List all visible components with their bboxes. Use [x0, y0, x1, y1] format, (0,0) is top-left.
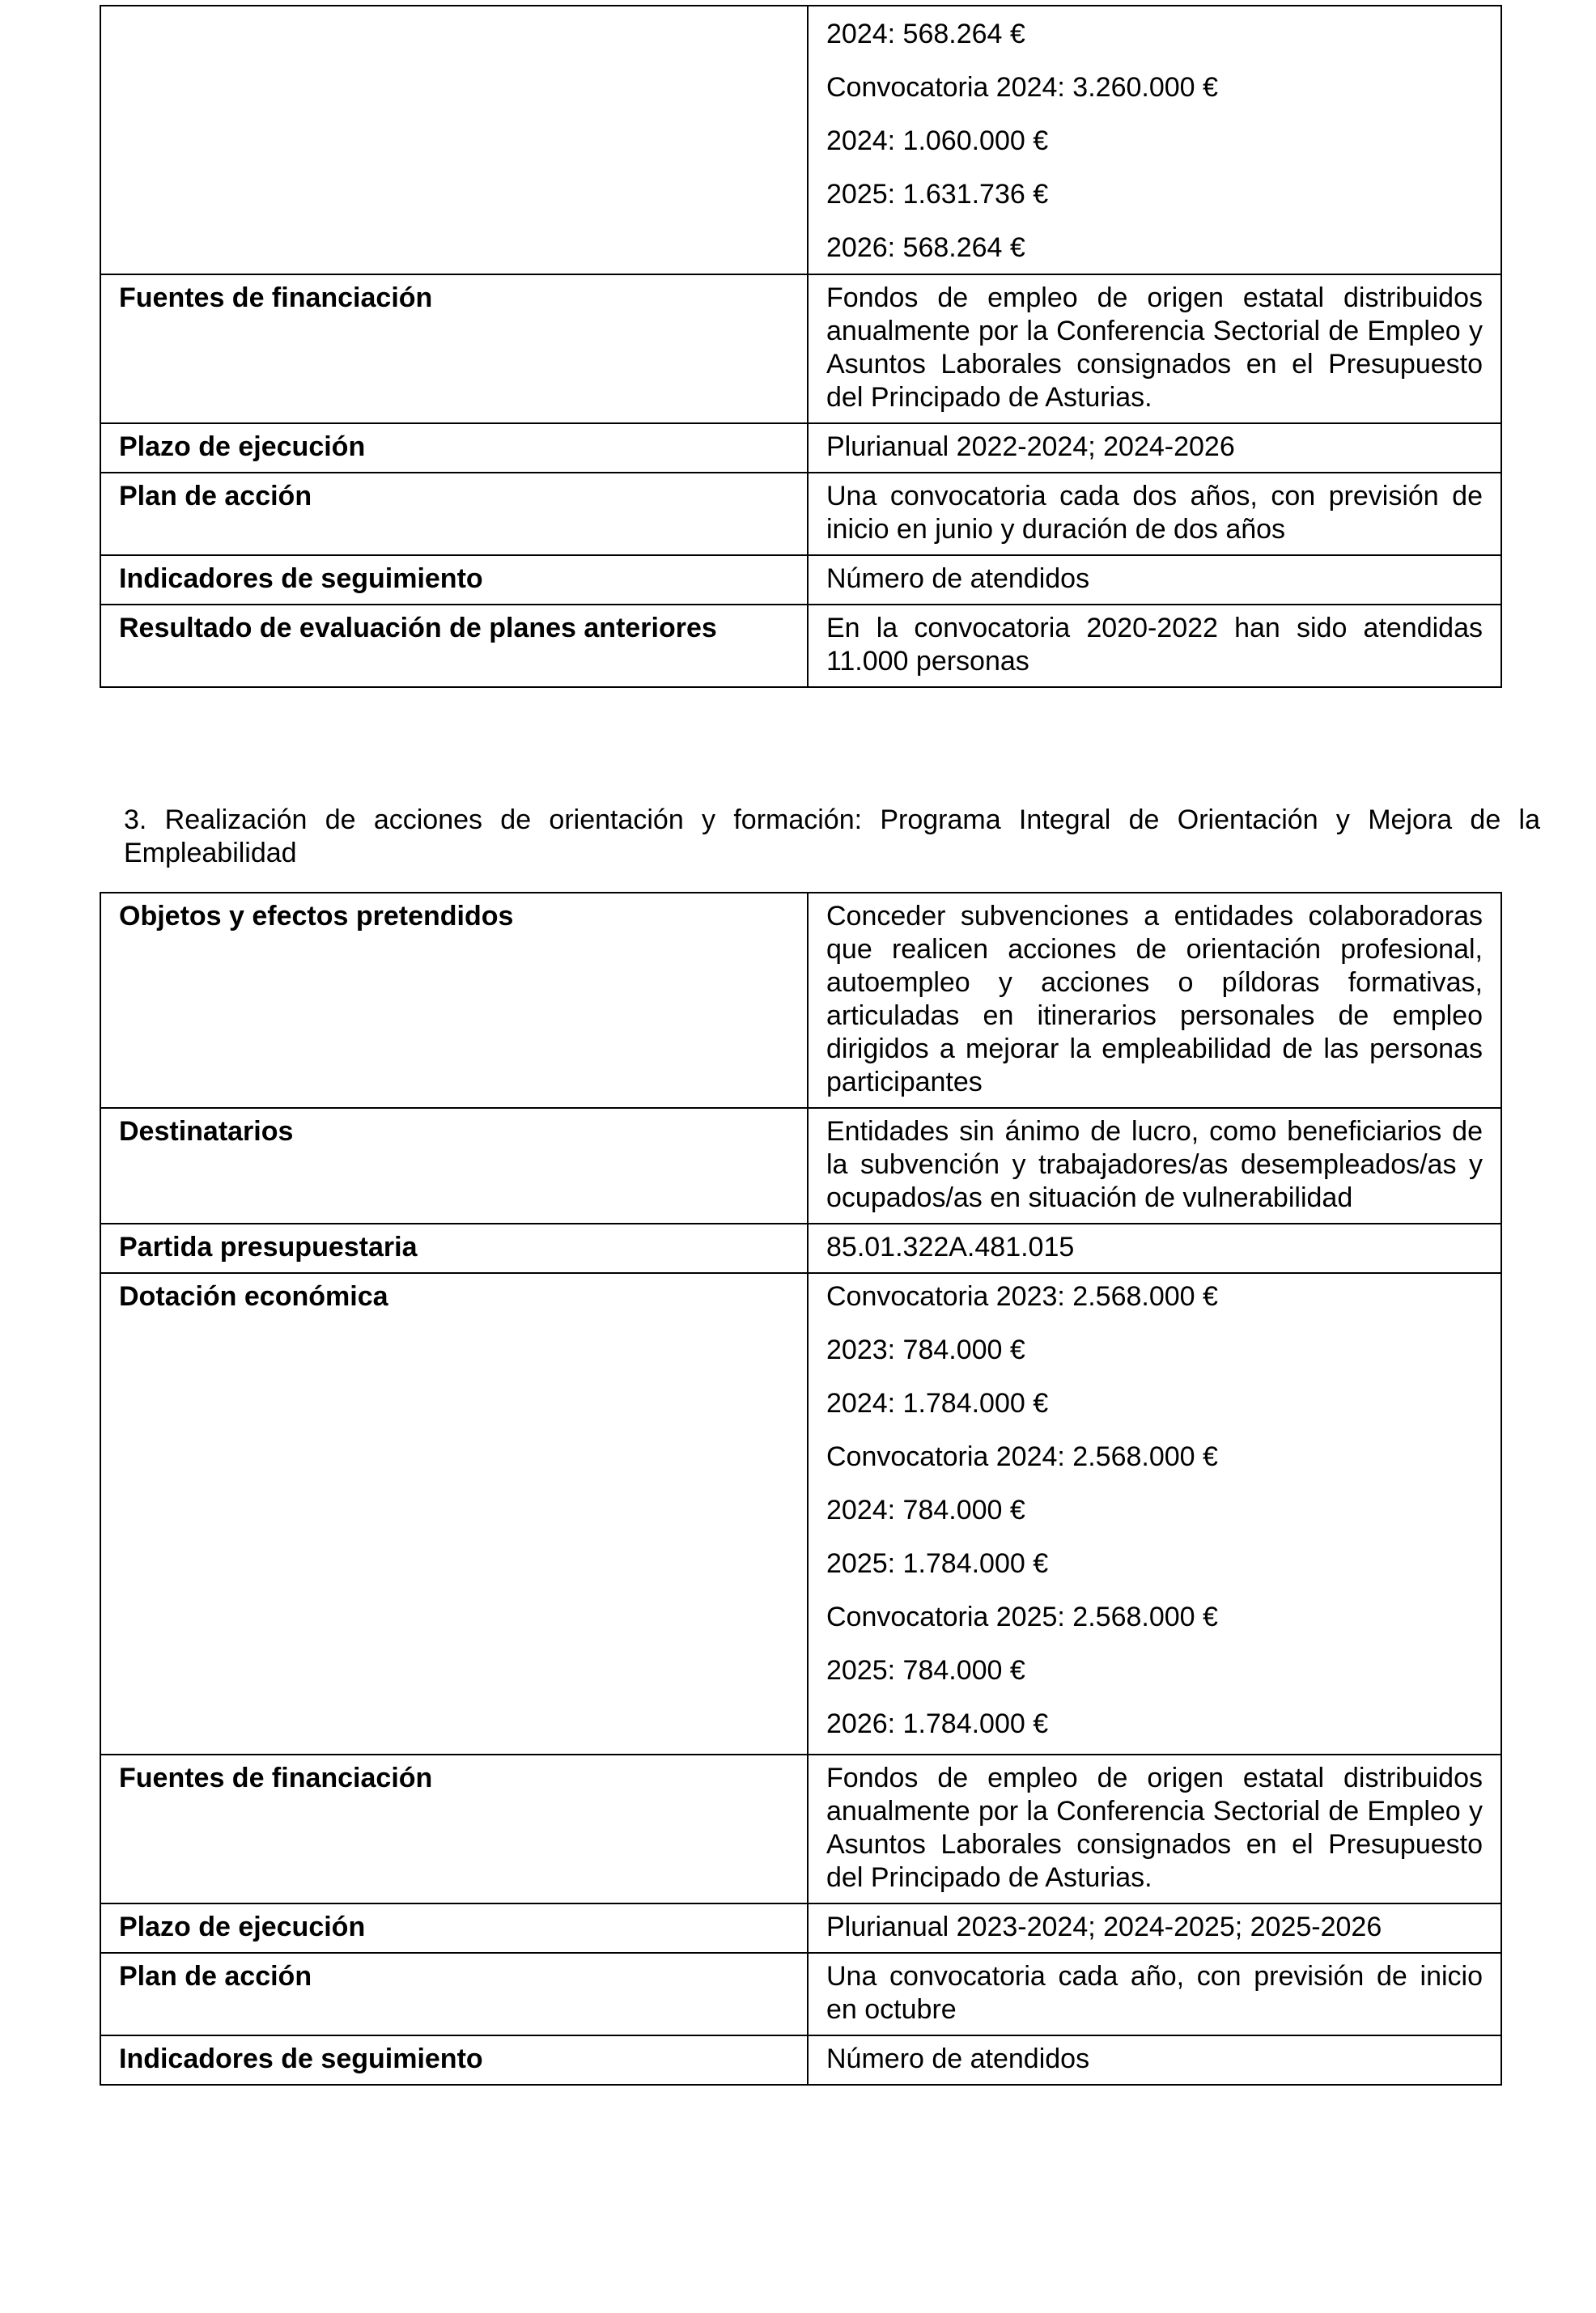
monitoring-indicators-value: Número de atendidos	[808, 555, 1501, 605]
budget-amounts-cell	[808, 6, 1501, 274]
funding-table-continued	[100, 5, 1502, 688]
budget-amount-line: 2025: 1.631.736 €	[826, 179, 1049, 210]
budget-amount-line: 2025: 1.784.000 €	[826, 1548, 1049, 1579]
funding-sources-value: Fondos de empleo de origen estatal distribuidos anualmente por la Conferencia Sectorial de Empleo y Asuntos Laborales consignados en el Presupuesto del Principado de Asturias.	[808, 1755, 1501, 1903]
row-label-funding-sources: Fuentes de financiación	[100, 1755, 808, 1903]
row-label-economic-allocation: Dotación económica	[100, 1273, 808, 1755]
budget-amount-line: Convocatoria 2024: 3.260.000 €	[826, 72, 1218, 103]
row-label-action-plan: Plan de acción	[100, 1953, 808, 2035]
table-row	[100, 893, 1501, 1108]
budget-amount-line: 2024: 1.784.000 €	[826, 1388, 1049, 1419]
table-row	[100, 1224, 1501, 1273]
budget-amount-line: 2025: 784.000 €	[826, 1655, 1025, 1686]
execution-period-value: Plurianual 2023-2024; 2024-2025; 2025-2026	[808, 1903, 1501, 1953]
row-label-execution-period: Plazo de ejecución	[100, 1903, 808, 1953]
execution-period-value: Plurianual 2022-2024; 2024-2026	[808, 423, 1501, 473]
budget-amount-line: Convocatoria 2023: 2.568.000 €	[826, 1281, 1218, 1312]
table-row	[100, 473, 1501, 555]
table-row	[100, 6, 1501, 274]
table-row	[100, 1273, 1501, 1755]
table-row	[100, 555, 1501, 605]
budget-amount-line: 2023: 784.000 €	[826, 1335, 1025, 1365]
row-label-previous-evaluation: Resultado de evaluación de planes anteriores	[100, 605, 808, 687]
row-label-monitoring-indicators: Indicadores de seguimiento	[100, 555, 808, 605]
table-row	[100, 423, 1501, 473]
recipients-value: Entidades sin ánimo de lucro, como beneficiarios de la subvención y trabajadores/as desempleados/as y ocupados/as en situación de vulnerabilidad	[808, 1108, 1501, 1224]
row-label-funding-sources: Fuentes de financiación	[100, 274, 808, 423]
economic-allocation-cell	[808, 1273, 1501, 1755]
previous-evaluation-value: En la convocatoria 2020-2022 han sido atendidas 11.000 personas	[808, 605, 1501, 687]
row-label-recipients: Destinatarios	[100, 1108, 808, 1224]
table-row	[100, 1953, 1501, 2035]
row-label-execution-period: Plazo de ejecución	[100, 423, 808, 473]
objectives-value: Conceder subvenciones a entidades colaboradoras que realicen acciones de orientación profesional, autoempleo y acciones o píldoras formativas, articuladas en itinerarios personales de empleo dirigidos a mejorar la empleabilidad de las personas participantes	[808, 893, 1501, 1108]
row-label-empty	[100, 6, 808, 274]
budget-amount-line: 2026: 1.784.000 €	[826, 1708, 1049, 1739]
budget-amount-line: 2024: 568.264 €	[826, 19, 1025, 49]
monitoring-indicators-value: Número de atendidos	[808, 2035, 1501, 2085]
budget-amount-line: 2024: 784.000 €	[826, 1495, 1025, 1526]
action-plan-value: Una convocatoria cada año, con previsión de inicio en octubre	[808, 1953, 1501, 2035]
row-label-budget-line: Partida presupuestaria	[100, 1224, 808, 1273]
budget-amount-line: Convocatoria 2025: 2.568.000 €	[826, 1602, 1218, 1632]
table-row	[100, 605, 1501, 687]
program-details-table	[100, 892, 1502, 2086]
row-label-monitoring-indicators: Indicadores de seguimiento	[100, 2035, 808, 2085]
action-plan-value: Una convocatoria cada dos años, con previsión de inicio en junio y duración de dos años	[808, 473, 1501, 555]
budget-amount-line: 2024: 1.060.000 €	[826, 125, 1049, 156]
table-row	[100, 2035, 1501, 2085]
budget-amount-line: 2026: 568.264 €	[826, 232, 1025, 263]
budget-line-value: 85.01.322A.481.015	[808, 1224, 1501, 1273]
section-heading: 3. Realización de acciones de orientación y formación: Programa Integral de Orientación y Mejora de la Empleabilidad	[124, 804, 1540, 868]
table-row	[100, 1903, 1501, 1953]
budget-amount-line: Convocatoria 2024: 2.568.000 €	[826, 1441, 1218, 1472]
funding-sources-value: Fondos de empleo de origen estatal distribuidos anualmente por la Conferencia Sectorial de Empleo y Asuntos Laborales consignados en el Presupuesto del Principado de Asturias.	[808, 274, 1501, 423]
table-row	[100, 274, 1501, 423]
table-row	[100, 1755, 1501, 1903]
row-label-objectives: Objetos y efectos pretendidos	[100, 893, 808, 1108]
table-row	[100, 1108, 1501, 1224]
row-label-action-plan: Plan de acción	[100, 473, 808, 555]
